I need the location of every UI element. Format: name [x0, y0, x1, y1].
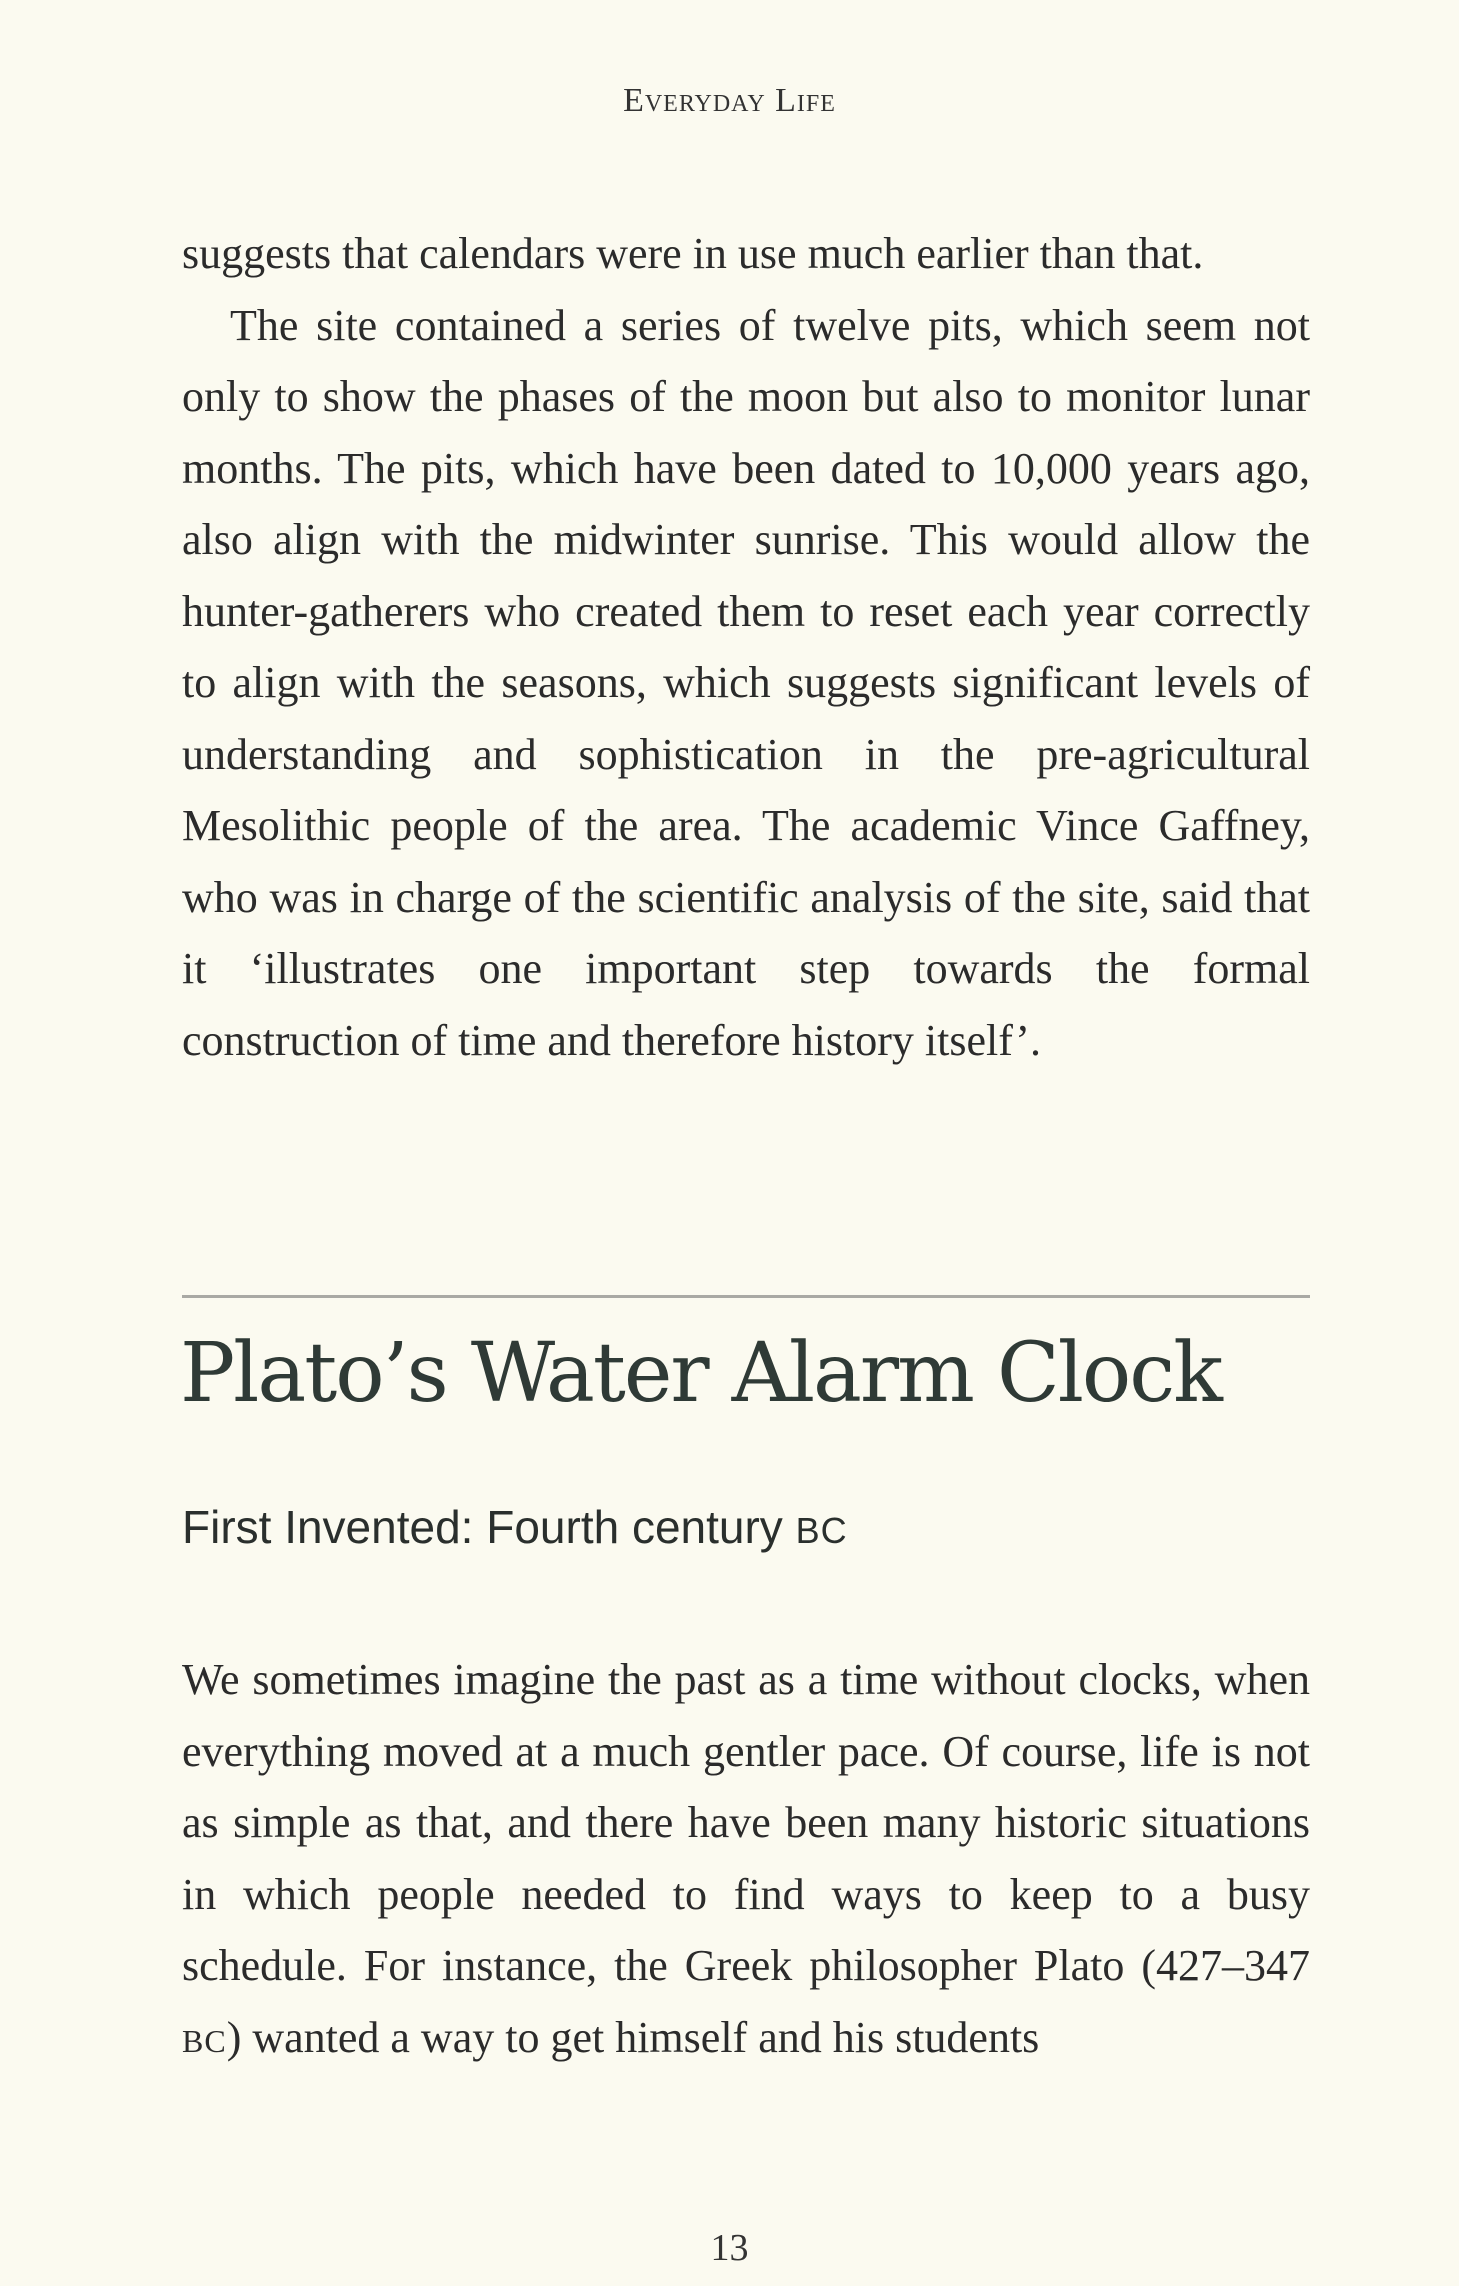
era-label: BC	[795, 1510, 848, 1551]
section-heading: Plato’s Water Alarm Clock	[180, 1326, 1221, 1421]
running-head: Everyday Life	[623, 82, 836, 119]
invention-date-subheading	[182, 1500, 848, 1554]
paragraph-text: ) wanted a way to get himself and his students	[226, 2012, 1040, 2062]
body-text-section	[182, 1644, 1310, 2077]
paragraph-text: We sometimes imagine the past as a time without clocks, when everything moved at a much gentler pace. Of course, life is not as simple as that, and there have been many historic situations in which people needed to find ways to keep to a busy schedule. For instance, the Greek philosopher Plato (427–347	[182, 1655, 1310, 1990]
page-number: 13	[710, 2227, 749, 2269]
section-divider	[182, 1295, 1310, 1298]
subheading-label: First Invented: Fourth century	[182, 1501, 783, 1553]
era-label: BC	[182, 2022, 227, 2059]
paragraph: suggests that calendars were in use much earlier than that.	[182, 229, 1204, 278]
body-text-section	[182, 218, 1310, 1076]
paragraph: The site contained a series of twelve pits, which seem not only to show the phases of the moon but also to monitor lunar months. The pits, which have been dated to 10,000 years ago, also align with the midwinter sunrise. This would allow the hunter-gatherers who created them to reset each year correctly to align with the seasons, which suggests significant levels of understanding and sophistication in the pre-agricultural Mesolithic people of the area. The academic Vince Gaffney, who was in charge of the scientific analysis of the site, said that it ‘illustrates one important step towards the formal construction of time and therefore history itself’.	[182, 300, 1310, 1065]
paragraph	[182, 1644, 1310, 2077]
